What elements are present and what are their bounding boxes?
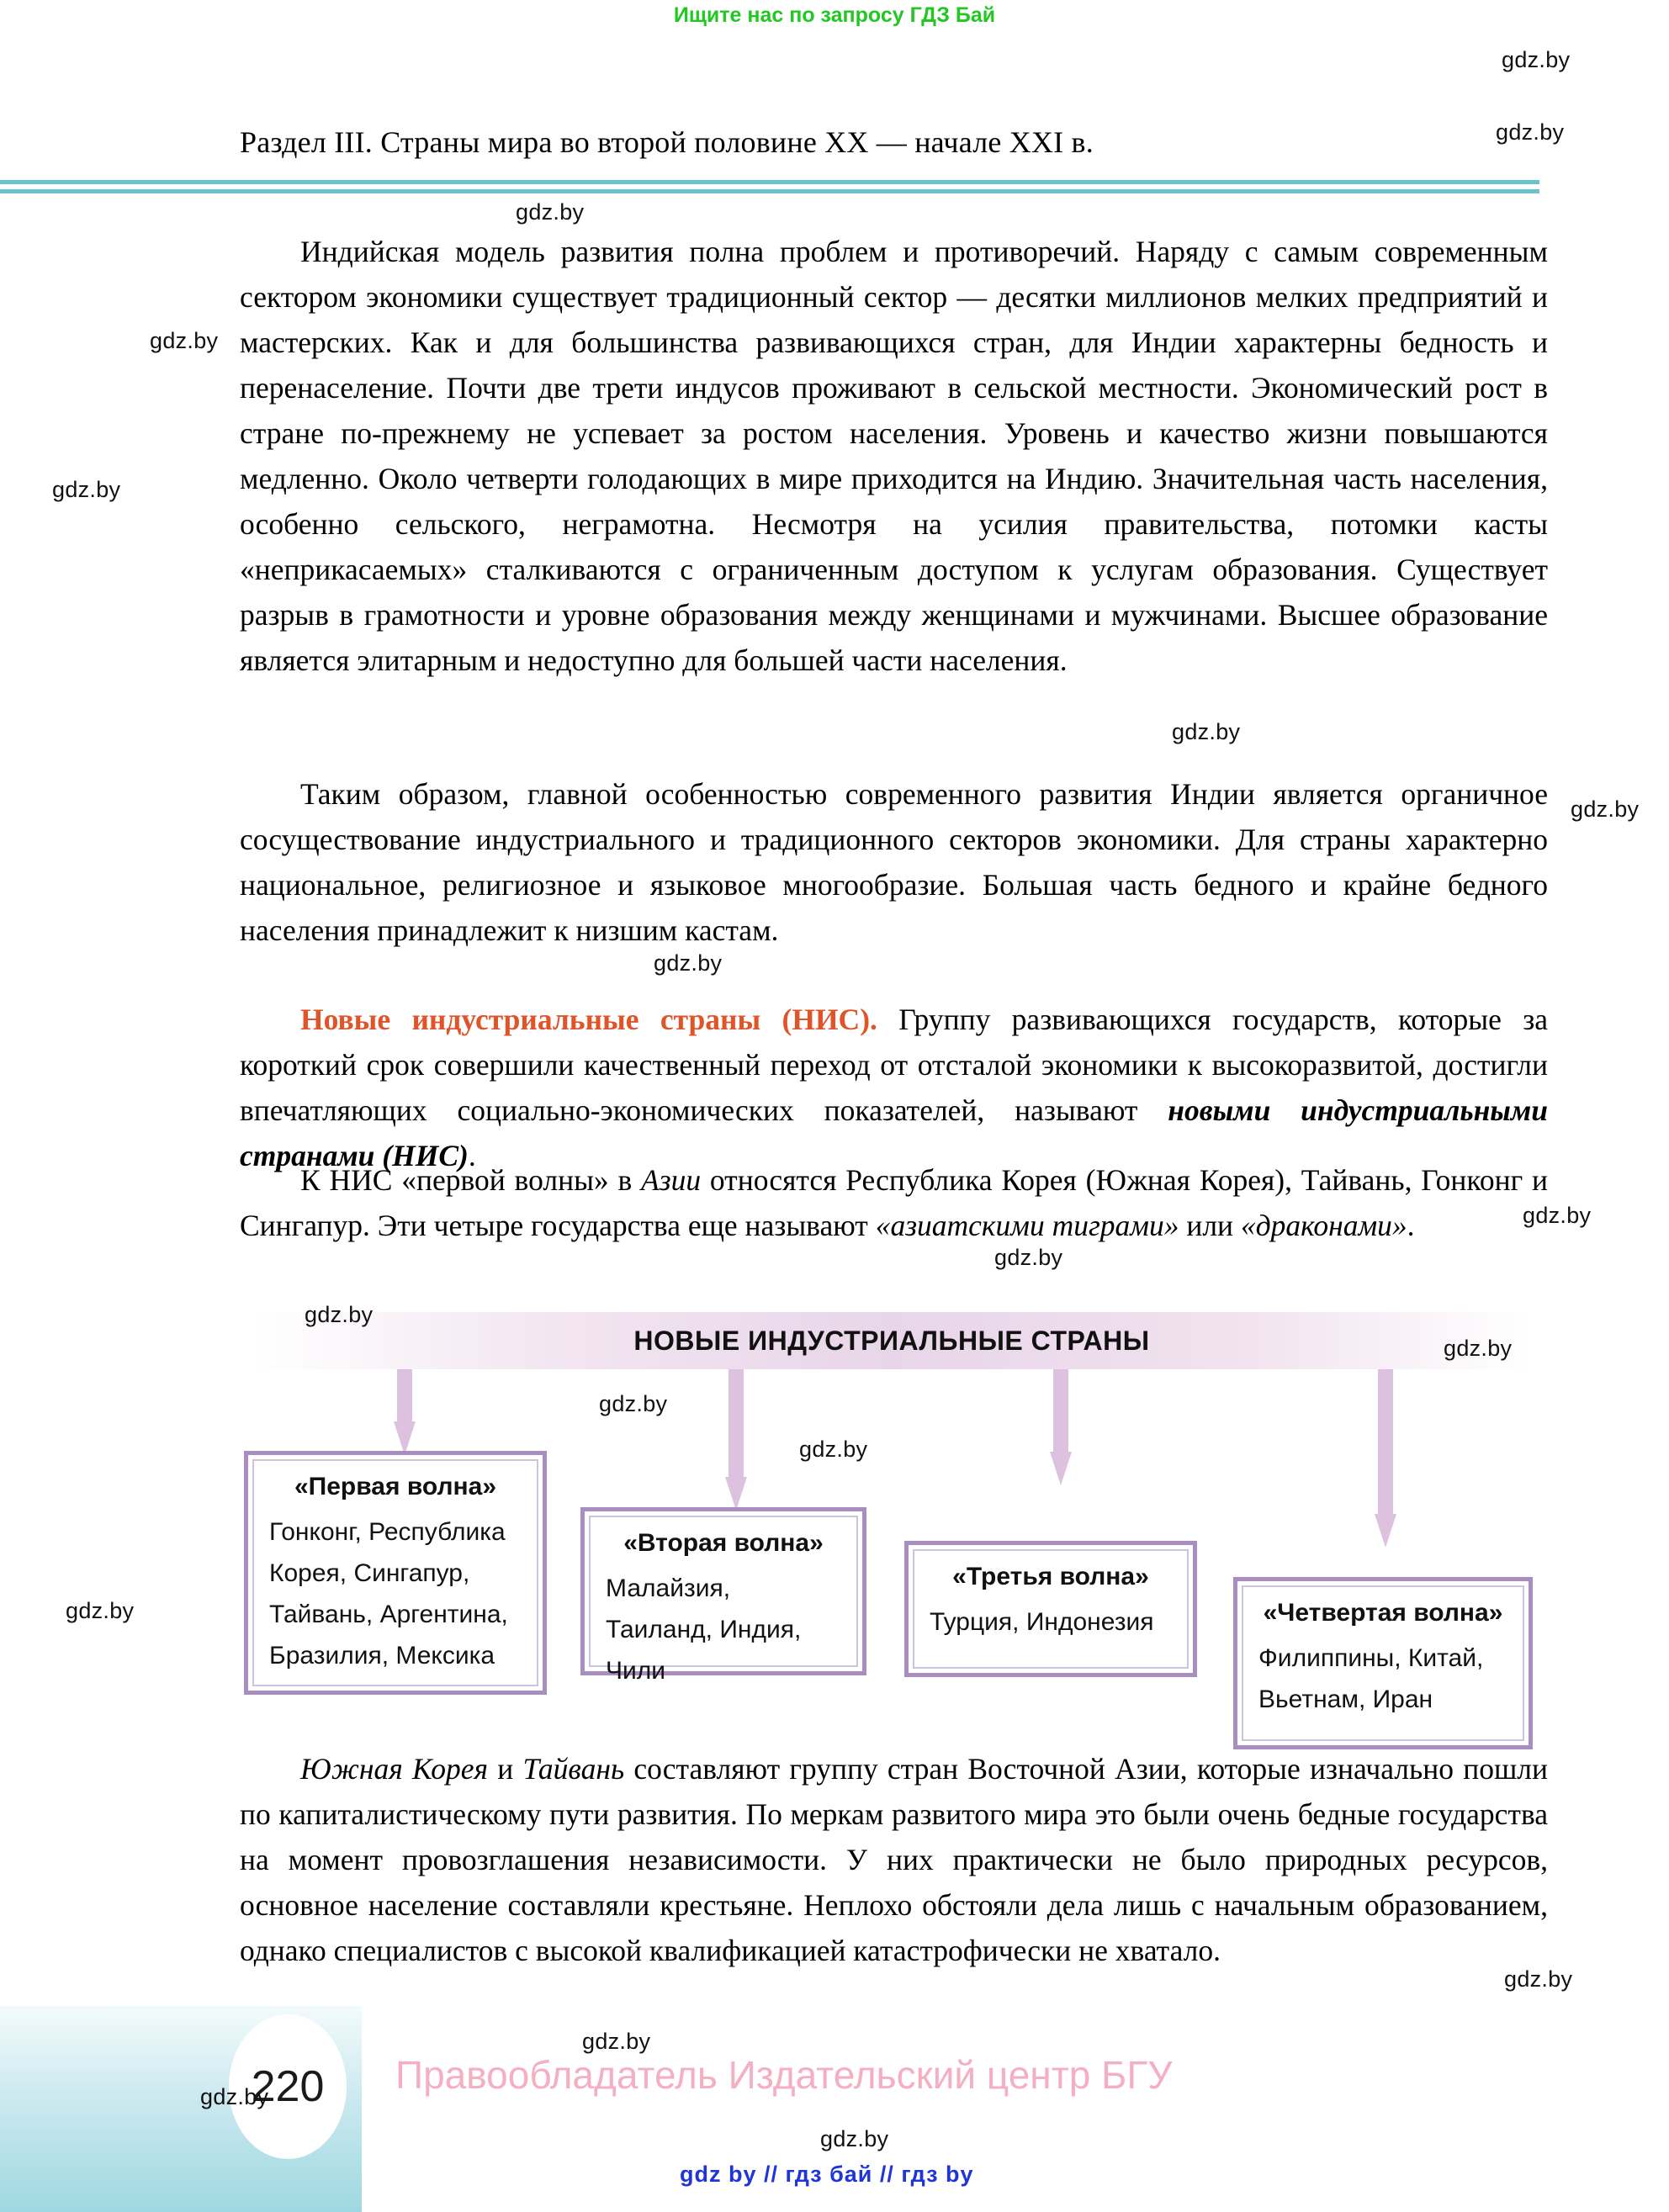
- term-heading-nis: Новые индустриальные страны (НИС).: [300, 1003, 877, 1036]
- paragraph-nis-definition: [240, 997, 1548, 1178]
- arrow-to-wave-2: [725, 1369, 747, 1511]
- site-watermark: gdz.by: [582, 2029, 651, 2054]
- wave-box-title: «Четвертая волна»: [1263, 1599, 1503, 1627]
- site-watermark: gdz.by: [52, 477, 121, 502]
- arrow-to-wave-3: [1050, 1369, 1072, 1485]
- site-watermark: gdz.by: [66, 1598, 135, 1623]
- wave-box-2: [580, 1507, 866, 1685]
- site-watermark: gdz.by: [516, 199, 585, 225]
- site-watermark: gdz.by: [1172, 719, 1241, 744]
- paragraph-text: [240, 997, 1548, 1178]
- site-watermark: gdz.by: [1496, 119, 1565, 145]
- promo-banner-watermark: Ищите нас по запросу ГДЗ Бай: [673, 3, 996, 27]
- site-watermark: gdz.by: [150, 328, 219, 353]
- emphasis-south-korea: Южная Корея: [300, 1752, 488, 1786]
- emphasis-taiwan: Тайвань: [522, 1752, 625, 1786]
- paragraph-text-run: К НИС «первой волны» в: [300, 1163, 642, 1197]
- site-watermark: gdz.by: [305, 1302, 374, 1327]
- emphasis-asia: Азии: [641, 1163, 702, 1197]
- wave-box-title: «Первая волна»: [294, 1473, 496, 1500]
- emphasis-dragons: «драконами»: [1240, 1209, 1407, 1242]
- term-emphasis-nis: новыми индустриальными странами (НИС): [240, 1093, 1548, 1172]
- copyright-watermark: Правообладатель Издательский центр БГУ: [395, 2053, 1173, 2097]
- wave-box-countries: Турция, Индонезия: [930, 1608, 1154, 1636]
- paragraph-text-run: и: [488, 1752, 523, 1786]
- site-watermark: gdz.by: [1502, 47, 1571, 72]
- header-rule-top: [0, 180, 1539, 184]
- wave-box-title: «Третья волна»: [952, 1563, 1149, 1590]
- wave-box-1: [244, 1451, 547, 1695]
- site-watermark: gdz.by: [1523, 1203, 1592, 1228]
- site-watermark: gdz.by: [1571, 796, 1640, 822]
- paragraph-text-tail: .: [468, 1139, 476, 1172]
- paragraph-first-wave: [240, 1157, 1548, 1248]
- paragraph-text-run: составляют группу стран Восточной Азии, которые изначально пошли по капиталистическому пути развития. По меркам развитого мира это были очень бедные государства на момент провозглашения независимости. У них практически не было природных ресурсов, основное население составляли крестьяне. Неплохо обстояли дела лишь с начальным образованием, однако специалистов с высокой квалификацией катастрофически не хватало.: [240, 1752, 1548, 1967]
- paragraph-text-tail: .: [1407, 1209, 1415, 1242]
- paragraph-text: Индийская модель развития полна проблем и противоречий. Наряду с самым современным сектором экономики существует традиционный сектор — десятки миллионов мелких предприятий и мастерских. Как и для большинства развивающихся стран, для Индии характерны бедность и перенаселение. Почти две трети индусов проживают в сельской местности. Экономический рост в стране по-прежнему не успевает за ростом населения. Уровень и качество жизни повышаются медленно. Около четверти голодающих в мире приходится на Индию. Значительная часть населения, особенно сельского, неграмотна. Несмотря на усилия правительства, потомки касты «неприкасаемых» сталкиваются с ограниченным доступом к услугам образования. Существует разрыв в грамотности и уровне образования между женщинами и мужчинами. Высшее образование является элитарным и недоступно для большей части населения.: [240, 235, 1548, 677]
- wave-box-3: [904, 1541, 1197, 1677]
- wave-box-countries: Гонконг, Республика Корея, Сингапур, Тайвань, Аргентина, Бразилия, Мексика: [269, 1518, 508, 1670]
- site-watermark: gdz.by: [200, 2084, 269, 2109]
- site-watermark: gdz.by: [799, 1437, 868, 1462]
- arrow-to-wave-1: [394, 1369, 416, 1455]
- paragraph-india-model: [240, 229, 1548, 683]
- page-number: 220: [251, 2062, 325, 2111]
- wave-box-title: «Вторая волна»: [623, 1529, 824, 1557]
- wave-box-4: [1233, 1577, 1533, 1749]
- paragraph-text-run: или: [1179, 1209, 1241, 1242]
- paragraph-korea-taiwan: [240, 1746, 1548, 1973]
- emphasis-asian-tigers: «азиатскими тиграми»: [875, 1209, 1179, 1242]
- site-watermark: gdz.by: [994, 1245, 1063, 1270]
- paragraph-text: Таким образом, главной особенностью современного развития Индии является органичное сосуществование индустриального и традиционного секторов экономики. Для страны характерно национальное, религиозное и языковое многообразие. Большая часть бедного и крайне бедного населения принадлежит к низшим кастам.: [240, 777, 1548, 947]
- arrow-to-wave-4: [1375, 1369, 1396, 1548]
- paragraph-text: [240, 1746, 1548, 1973]
- site-watermark: gdz.by: [820, 2126, 889, 2151]
- site-watermark: gdz.by: [654, 950, 723, 976]
- nis-waves-diagram: [0, 1312, 1669, 1724]
- header-rule-bottom: [0, 189, 1539, 193]
- diagram-banner-title: НОВЫЕ ИНДУСТРИАЛЬНЫЕ СТРАНЫ: [633, 1325, 1150, 1356]
- site-watermark: gdz.by: [1444, 1336, 1513, 1361]
- page-section-title: Раздел III. Страны мира во второй половине XX — начале XXI в.: [240, 125, 1094, 159]
- paragraph-india-conclusion: [240, 771, 1548, 953]
- paragraph-text-run: относятся Республика Корея (Южная Корея), Тайвань, Гонконг и Сингапур. Эти четыре государства еще называют: [240, 1163, 1548, 1242]
- paragraph-text: [240, 1157, 1548, 1248]
- links-watermark: gdz by // гдз бай // гдз by: [680, 2162, 974, 2187]
- wave-box-countries: Малайзия, Таиланд, Индия, Чили: [606, 1574, 802, 1685]
- header-divider-rule: [0, 180, 1539, 193]
- diagram-banner: [252, 1312, 1531, 1369]
- site-watermark: gdz.by: [599, 1391, 668, 1416]
- wave-box-countries: Филиппины, Китай, Вьетнам, Иран: [1258, 1644, 1484, 1713]
- paragraph-text-run: Группу развивающихся государств, которые за короткий срок совершили качественный переход от отсталой экономики к высокоразвитой, достигли впечатляющих социально-экономических показателей, называют: [240, 1003, 1549, 1127]
- site-watermark: gdz.by: [1504, 1966, 1573, 1992]
